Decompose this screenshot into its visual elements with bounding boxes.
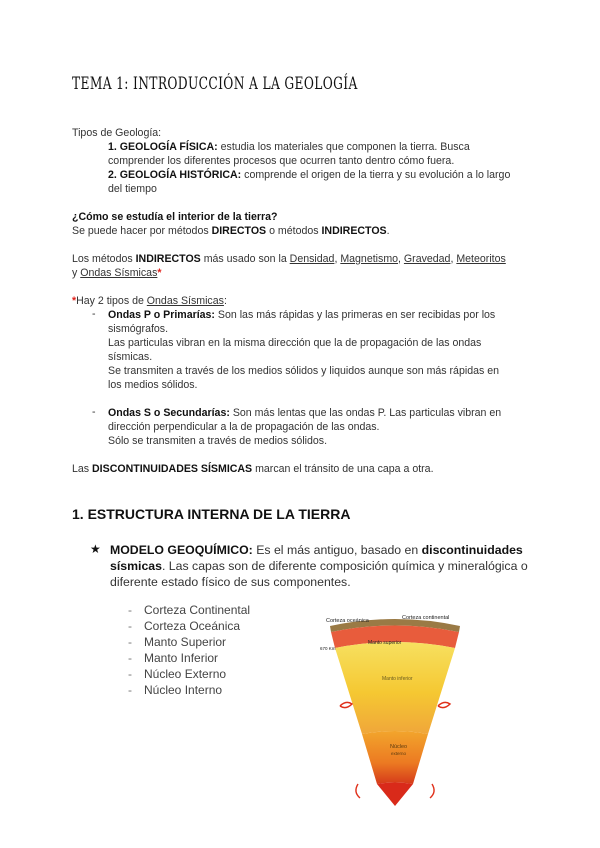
ondas-s-line: Ondas S o Secundarías: Son más lentas que las ondas P. Las particulas vibran en	[108, 407, 502, 419]
ondas-p-text-5: Se transmiten a través de los medios sólidos y liquidos aunque son más rápidas en	[108, 365, 500, 377]
ondas-p-text-2: sismógrafos.	[108, 323, 169, 335]
link-magnetismo: Magnetismo	[340, 253, 399, 265]
ondas-s-dash: -	[92, 406, 96, 418]
ondas-s-text-3: Sólo se transmiten a través de medios sólidos.	[108, 435, 328, 447]
ondas-p-text-4: sísmicas.	[108, 351, 153, 363]
geologia-fisica-label: 1. GEOLOGÍA FÍSICA:	[108, 141, 218, 153]
metodos-indirectos-line: Los métodos INDIRECTOS más usado son la Densidad, Magnetismo, Gravedad, Meteoritos	[72, 253, 506, 265]
geologia-fisica-line: 1. GEOLOGÍA FÍSICA: estudia los materiales que componen la tierra. Busca	[108, 141, 470, 153]
ondas-p-dash: -	[92, 308, 96, 320]
ondas-s-text-2: dirección perpendicular a la de propagación de las ondas.	[108, 421, 380, 433]
geologia-historica-line: 2. GEOLOGÍA HISTÓRICA: comprende el origen de la tierra y su evolución a lo largo	[108, 169, 511, 181]
ondas-p-text-6: los medios sólidos.	[108, 379, 198, 391]
ondas-sismicas-line: y Ondas Sísmicas*	[72, 267, 162, 279]
earth-structure-diagram	[320, 606, 470, 811]
link-ondas-sismicas: Ondas Sísmicas	[80, 267, 158, 279]
ondas-p-text-3: Las particulas vibran en la misma dirección que la de propagación de las ondas	[108, 337, 482, 349]
inner-core-layer	[377, 783, 413, 807]
ondas-p-line: Ondas P o Primarías: Son las más rápidas y las primeras en ser recibidas por los	[108, 309, 496, 321]
label-nucleo: Núcleo	[390, 744, 408, 750]
label-corteza-oceanica: Corteza oceánica	[326, 618, 369, 624]
star-icon: ★	[90, 542, 101, 556]
label-manto-inferior: Manto inferior	[382, 676, 413, 682]
seismic-wave-bottom-right	[430, 784, 434, 798]
geologia-historica-text: del tiempo	[108, 183, 157, 195]
label-externo: externo	[391, 751, 407, 756]
tipos-intro: Tipos de Geología:	[72, 127, 162, 139]
seismic-wave-right	[438, 702, 450, 707]
seismic-wave-bottom	[356, 784, 360, 798]
lower-mantle-layer	[335, 642, 455, 734]
section-heading: 1. ESTRUCTURA INTERNA DE LA TIERRA	[72, 506, 351, 522]
discontinuidades-line: Las DISCONTINUIDADES SÍSMICAS marcan el tránsito de una capa a otra.	[72, 463, 434, 475]
label-corteza-continental: Corteza continental	[402, 615, 450, 621]
outer-core-layer	[362, 731, 428, 784]
label-manto-superior: Manto superior	[368, 640, 402, 646]
link-gravedad: Gravedad	[403, 253, 451, 265]
link-meteoritos: Meteoritos	[456, 253, 506, 265]
seismic-wave-left	[340, 702, 352, 707]
label-670km: 670 Km	[320, 646, 336, 651]
ondas-intro: *Hay 2 tipos de Ondas Sísmicas:	[72, 295, 227, 307]
page-title: TEMA 1: INTRODUCCIÓN A LA GEOLOGÍA	[72, 74, 358, 94]
geologia-historica-label: 2. GEOLOGÍA HISTÓRICA:	[108, 169, 242, 181]
geologia-fisica-text: comprender los diferentes procesos que ocurren tanto dentro cómo fuera.	[108, 155, 455, 167]
estudio-methods-line: Se puede hacer por métodos DIRECTOS o métodos INDIRECTOS.	[72, 225, 390, 237]
link-densidad: Densidad	[289, 253, 335, 265]
estudio-question: ¿Cómo se estudía el interior de la tierra?	[72, 211, 278, 223]
modelo-geoquimico: MODELO GEOQUÍMICO: Es el más antiguo, basado en discontinuidades sísmicas. Las capas son de diferente composición química y mineralógica o diferente estado físico de sus componentes.	[110, 543, 528, 589]
